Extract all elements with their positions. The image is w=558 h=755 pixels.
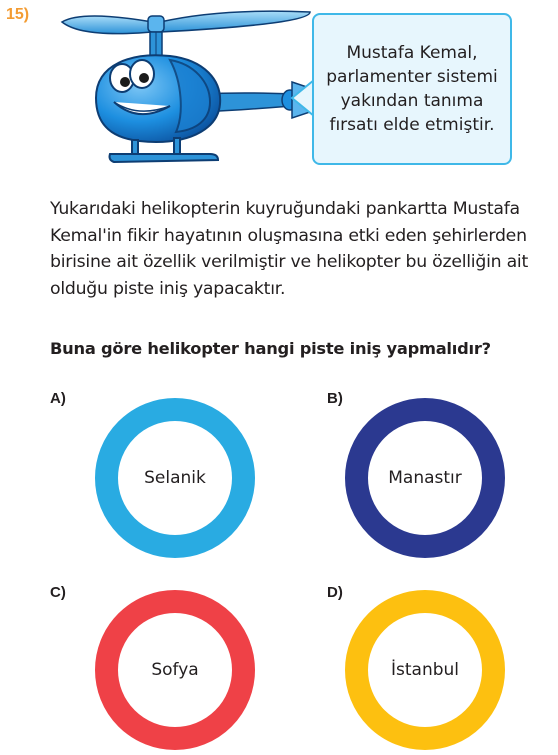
helicopter-body <box>96 55 220 142</box>
option-c-letter: C) <box>50 584 66 601</box>
option-d-ring[interactable] <box>345 590 505 750</box>
question-prompt: Buna göre helikopter hangi piste iniş yapmalıdır? <box>50 339 491 358</box>
helicopter-illustration <box>52 2 314 174</box>
option-c-ring[interactable] <box>95 590 255 750</box>
option-b-letter: B) <box>327 390 343 407</box>
callout-text: Mustafa Kemal, parlamenter sistemi yakından tanıma fırsatı elde etmiştir. <box>326 43 498 135</box>
option-a-ring[interactable] <box>95 398 255 558</box>
option-d-letter: D) <box>327 584 343 601</box>
rotor-blades <box>62 11 310 62</box>
question-paragraph: Yukarıdaki helikopterin kuyruğundaki pankartta Mustafa Kemal'in fikir hayatının oluşmasına etki eden şehirlerden birisine ait özellik verilmiştir ve helikopter bu özelliğin ait olduğu piste iniş yapacaktır. <box>50 199 528 299</box>
question-number: 15) <box>6 6 30 23</box>
option-c-label: Sofya <box>151 660 199 680</box>
option-a-label: Selanik <box>144 468 206 488</box>
callout-box <box>312 13 512 165</box>
option-b-ring[interactable] <box>345 398 505 558</box>
option-d-label: İstanbul <box>390 660 460 680</box>
option-a-letter: A) <box>50 390 66 407</box>
option-b-label: Manastır <box>388 468 462 488</box>
